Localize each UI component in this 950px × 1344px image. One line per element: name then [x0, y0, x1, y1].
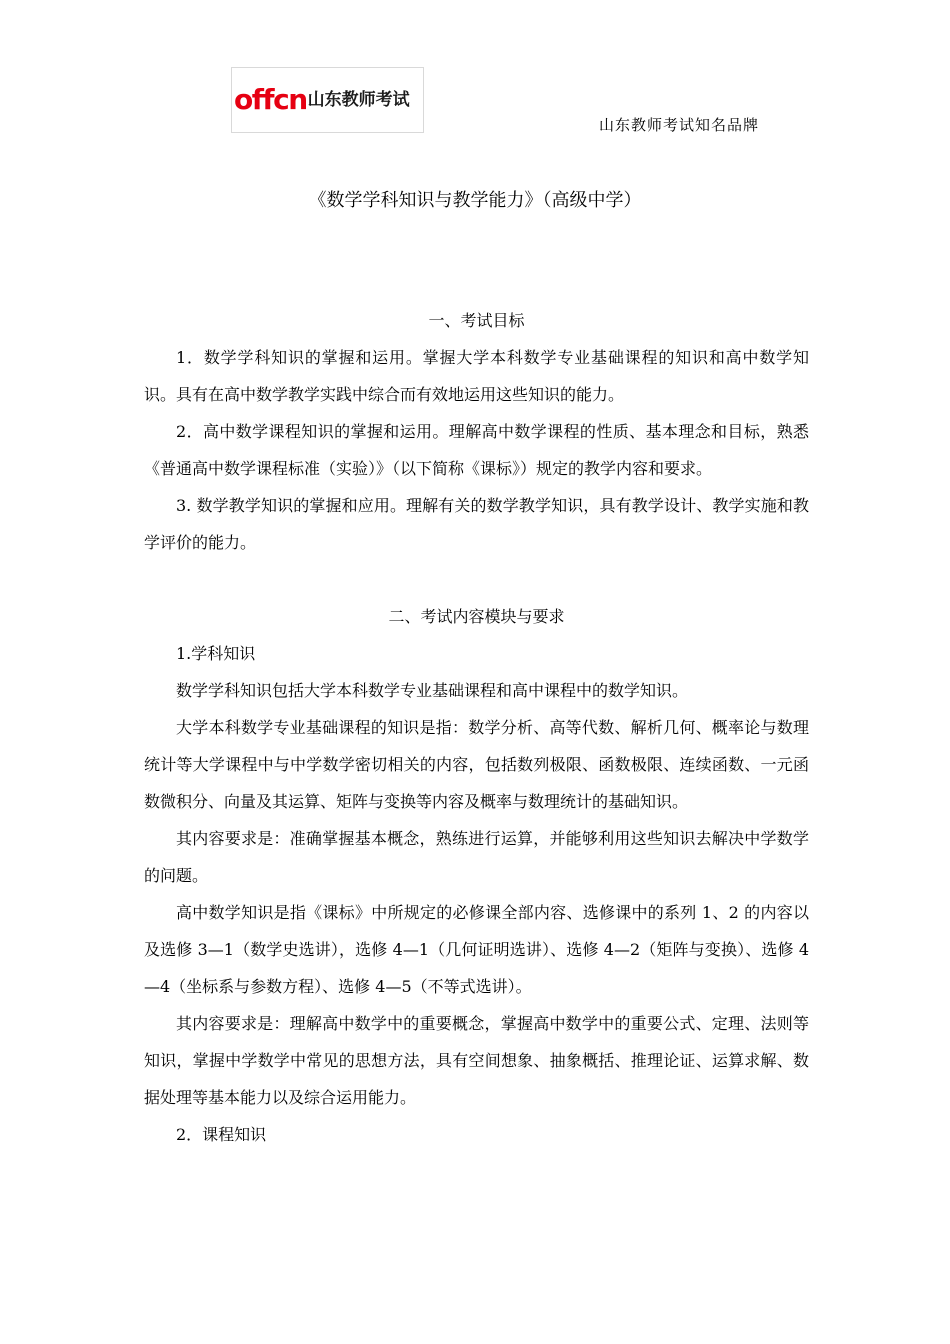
subheading-course-knowledge: 2．课程知识 [176, 1125, 267, 1144]
offcn-logo [231, 67, 424, 133]
document-body [144, 302, 809, 1153]
paragraph: 其内容要求是：理解高中数学中的重要概念，掌握高中数学中的重要公式、定理、法则等知识，掌握中学数学中常见的思想方法，具有空间想象、抽象概括、推理论证、运算求解、数据处理等基本能力以及综合运用能力。 [144, 1014, 809, 1107]
document-title: 《数学学科知识与教学能力》（高级中学） [308, 190, 642, 211]
section-heading-exam-content: 二、考试内容模块与要求 [388, 607, 565, 626]
logo-offcn-text: offcn [234, 83, 307, 116]
paragraph: 3. 数学教学知识的掌握和应用。理解有关的数学教学知识，具有教学设计、教学实施和教学评价的能力。 [144, 496, 809, 552]
paragraph: 大学本科数学专业基础课程的知识是指：数学分析、高等代数、解析几何、概率论与数理统计等大学课程中与中学数学密切相关的内容，包括数列极限、函数极限、连续函数、一元函数微积分、向量及其运算、矩阵与变换等内容及概率与数理统计的基础知识。 [144, 718, 809, 811]
subheading-subject-knowledge: 1.学科知识 [176, 644, 256, 663]
paragraph: 数学学科知识包括大学本科数学专业基础课程和高中课程中的数学知识。 [176, 681, 689, 700]
paragraph: 2．高中数学课程知识的掌握和运用。理解高中数学课程的性质、基本理念和目标，熟悉《普通高中数学课程标准（实验）》（以下简称《课标》）规定的教学内容和要求。 [144, 422, 809, 478]
paragraph: 其内容要求是：准确掌握基本概念，熟练进行运算，并能够利用这些知识去解决中学数学的问题。 [144, 829, 809, 885]
section-heading-exam-goals: 一、考试目标 [428, 311, 525, 330]
brand-slogan: 山东教师考试知名品牌 [599, 116, 760, 134]
paragraph: 1．数学学科知识的掌握和运用。掌握大学本科数学专业基础课程的知识和高中数学知识。具有在高中数学教学实践中综合而有效地运用这些知识的能力。 [144, 348, 809, 404]
logo-cn-text: 山东教师考试 [307, 90, 410, 110]
paragraph: 高中数学知识是指《课标》中所规定的必修课全部内容、选修课中的系列 1、2 的内容以及选修 3—1（数学史选讲），选修 4—1（几何证明选讲）、选修 4—2（矩阵与变换）、选修 4—4（坐标系与参数方程）、选修 4—5（不等式选讲）。 [144, 903, 809, 996]
